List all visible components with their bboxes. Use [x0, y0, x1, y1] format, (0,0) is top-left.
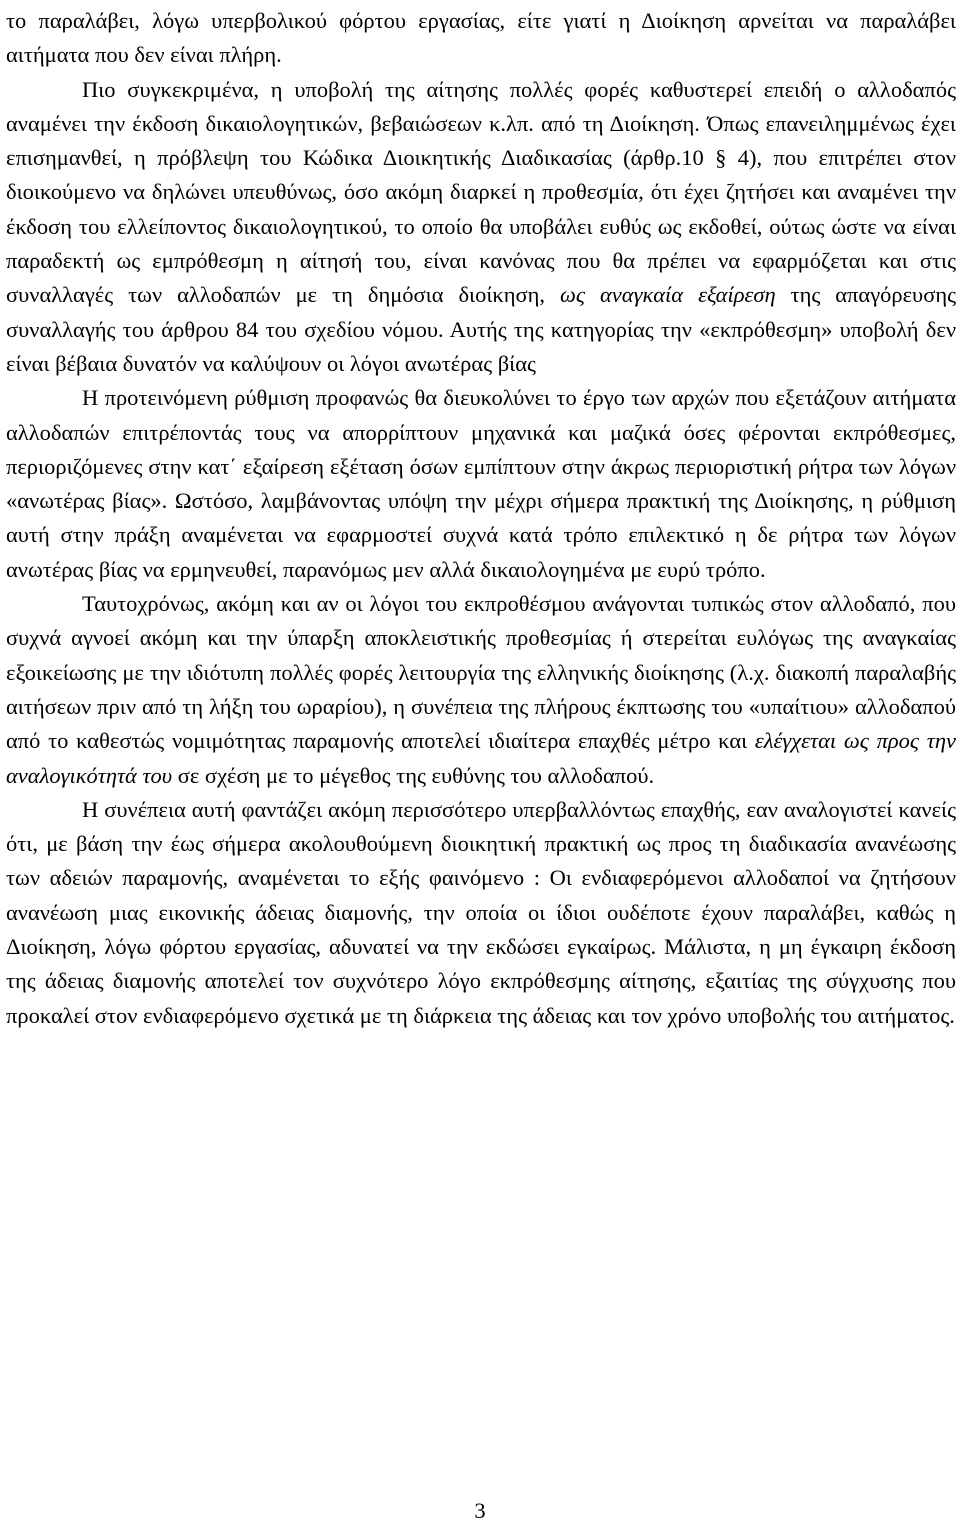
paragraph-text: το παραλάβει, λόγω υπερβολικού φόρτου εργασίας, είτε γιατί η Διοίκηση αρνείται να παραλάβει αιτήματα που δεν είναι πλήρη. — [6, 8, 956, 68]
paragraph-text: Ταυτοχρόνως, ακόμη και αν οι λόγοι του εκπροθέσμου ανάγονται τυπικώς στον αλλοδαπό, που συχνά αγνοεί ακόμη και την ύπαρξη αποκλειστικής προθεσμίας ή στερείται ευλόγως της αναγκαίας εξοικείωσης με την ιδιότυπη πολλές φορές λειτουργία της ελληνικής διοίκησης (λ.χ. διακοπή παραλαβής αιτήσεων πριν από τη λήξη του ωραρίου), η συνέπεια της πλήρους έκπτωσης του «υπαίτιου» αλλοδαπού από το καθεστώς νομιμότητας παραμονής αποτελεί ιδιαίτερα επαχθές μέτρο και — [6, 591, 956, 754]
paragraph-4 — [6, 587, 956, 793]
paragraph-text: Πιο συγκεκριμένα, η υποβολή της αίτησης πολλές φορές καθυστερεί επειδή ο αλλοδαπός αναμένει την έκδοση δικαιολογητικών, βεβαιώσεων κ.λπ. από τη Διοίκηση. Όπως επανειλημμένως έχει επισημανθεί, η πρόβλεψη του Κώδικα Διοικητικής Διαδικασίας (άρθρ.10 § 4), που επιτρέπει στον διοικούμενο να δηλώνει υπευθύνως, όσο ακόμη διαρκεί η προθεσμία, ότι έχει ζητήσει και αναμένει την έκδοση του ελλείποντος δικαιολογητικού, το οποίο θα υποβάλει ευθύς ως εκδοθεί, ούτως ώστε να είναι παραδεκτή ως εμπρόθεσμη η αίτησή του, είναι κανόνας που θα πρέπει να εφαρμόζεται και στις συναλλαγές των αλλοδαπών με τη δημόσια διοίκηση, — [6, 76, 956, 308]
paragraph-italic-text: ως αναγκαία εξαίρεση — [560, 282, 776, 308]
paragraph-text: Η προτεινόμενη ρύθμιση προφανώς θα διευκολύνει το έργο των αρχών που εξετάζουν αιτήματα αλλοδαπών επιτρέποντάς τους να απορρίπτουν μηχανικά και μαζικά όσες φέρονται εκπρόθεσμες, περιοριζόμενες στην κατ΄ εξαίρεση εξέταση όσων εμπίπτουν στην άκρως περιοριστική ρήτρα των λόγων «ανωτέρας βίας». Ωστόσο, λαμβάνοντας υπόψη την μέχρι σήμερα πρακτική της Διοίκησης, η ρύθμιση αυτή στην πράξη αναμένεται να εφαρμοστεί συχνά κατά τρόπο επιλεκτικό η δε ρήτρα των λόγων ανωτέρας βίας να ερμηνευθεί, παρανόμως μεν αλλά δικαιολογημένα με ευρύ τρόπο. — [6, 385, 956, 582]
paragraph-italic-text: ελέγχεται ως προς την αναλογικότητά του — [6, 728, 956, 788]
document-body — [6, 4, 956, 1033]
paragraph-5 — [6, 793, 956, 1033]
paragraph-text: Η συνέπεια αυτή φαντάζει ακόμη περισσότερο υπερβαλλόντως επαχθής, εαν αναλογιστεί κανείς ότι, με βάση την έως σήμερα ακολουθούμενη διοικητική πρακτική ως προς τη διαδικασία ανανέωσης των αδειών παραμονής, αναμένεται το εξής φαινόμενο : Οι ενδιαφερόμενοι αλλοδαποί να ζητήσουν ανανέωση μιας εικονικής άδειας διαμονής, την οποία οι ίδιοι ουδέποτε έχουν παραλάβει, καθώς η Διοίκηση, λόγω φόρτου εργασίας, αδυνατεί να την εκδώσει εγκαίρως. Μάλιστα, η μη έγκαιρη έκδοση της άδειας διαμονής αποτελεί τον συχνότερο λόγο εκπρόθεσμης αίτησης, εξαιτίας της σύγχυσης που προκαλεί στον ενδιαφερόμενο σχετικά με τη διάρκεια της άδειας και τον χρόνο υποβολής του αιτήματος. — [6, 796, 956, 1028]
paragraph-3 — [6, 381, 956, 587]
paragraph-2 — [6, 73, 956, 382]
page-number: 3 — [474, 1498, 486, 1523]
paragraph-1 — [6, 4, 956, 73]
paragraph-text: σε σχέση με το μέγεθος της ευθύνης του αλλοδαπού. — [172, 762, 655, 788]
paragraph-text: της απαγόρευσης συναλλαγής του άρθρου 84 του σχεδίου νόμου. Αυτής της κατηγορίας την «εκπρόθεσμη» υποβολή δεν είναι βέβαια δυνατόν να καλύψουν οι λόγοι ανωτέρας βίας — [6, 282, 957, 376]
